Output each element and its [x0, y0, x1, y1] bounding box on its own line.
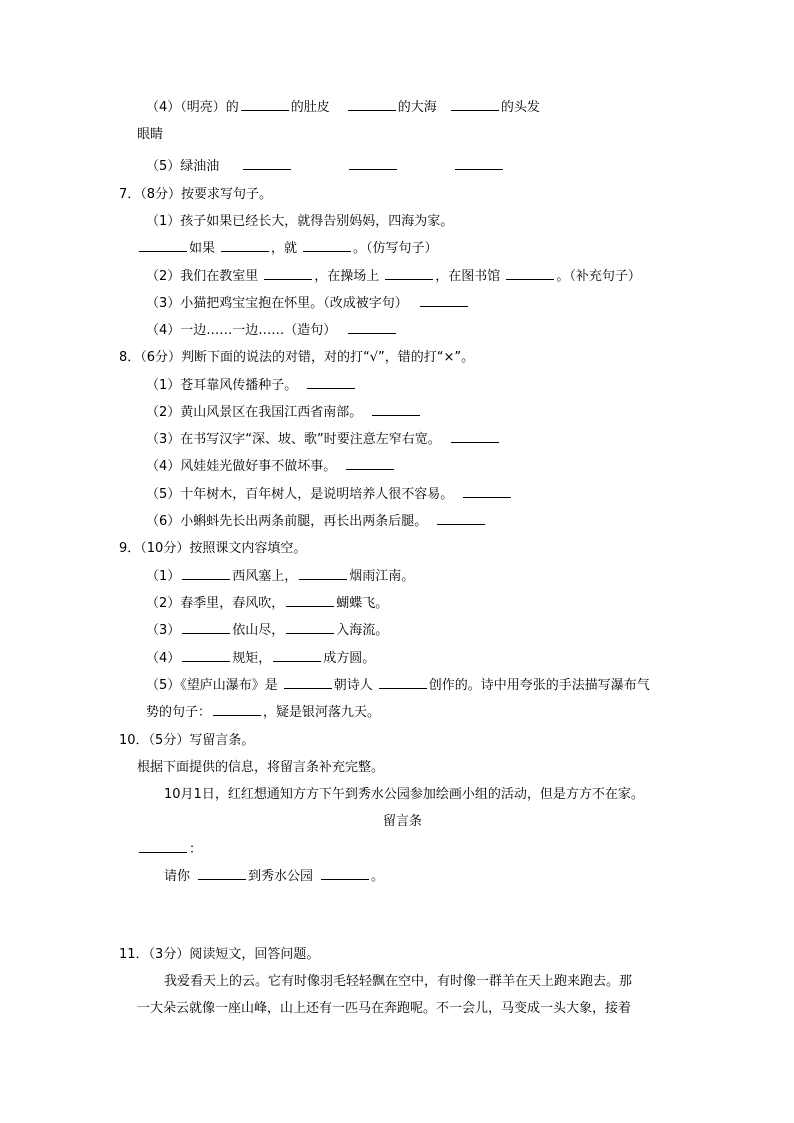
answer-blank[interactable]: [139, 851, 187, 853]
answer-blank[interactable]: [346, 468, 394, 470]
q11-header: 11．（3分）阅读短文，回答问题。: [119, 947, 320, 962]
answer-blank[interactable]: [182, 632, 230, 634]
answer-blank[interactable]: [455, 168, 503, 170]
q10-header: 10．（5分）写留言条。: [119, 733, 255, 748]
answer-blank[interactable]: [385, 278, 433, 280]
answer-blank[interactable]: [182, 578, 230, 580]
q6-item4: （4）（明亮）的 的肚皮 的大海 的头发: [146, 100, 540, 115]
q9-item4: （4） 规矩， 成方圆。: [146, 651, 376, 666]
q6-item4-label: （4）（明亮）的: [146, 100, 239, 115]
q11-para1: 我爱看天上的云。它有时像羽毛轻轻飘在空中，有时像一群羊在天上跑来跑去。那: [164, 974, 633, 989]
answer-blank[interactable]: [321, 878, 369, 880]
answer-blank[interactable]: [348, 332, 396, 334]
answer-blank[interactable]: [299, 578, 347, 580]
answer-blank[interactable]: [241, 109, 289, 111]
q10-instruction: 根据下面提供的信息，将留言条补充完整。: [137, 760, 385, 775]
q8-item: （6）小蝌蚪先长出两条前腿，再长出两条后腿。: [146, 513, 487, 531]
answer-blank[interactable]: [139, 250, 187, 252]
q7-item1: （1）孩子如果已经长大，就得告别妈妈，四海为家。: [146, 214, 454, 229]
q9-header: 9．（10分）按照课文内容填空。: [119, 541, 307, 556]
answer-blank[interactable]: [437, 523, 485, 525]
answer-blank[interactable]: [420, 305, 468, 307]
answer-blank[interactable]: [372, 414, 420, 416]
answer-blank[interactable]: [221, 250, 269, 252]
answer-blank[interactable]: [213, 714, 261, 716]
answer-blank[interactable]: [307, 387, 355, 389]
note-addressee: ：: [137, 841, 202, 859]
q8-item: （5）十年树木，百年树人，是说明培养人很不容易。: [146, 486, 513, 504]
q6-item4-cont: 眼睛: [137, 127, 164, 142]
answer-blank[interactable]: [303, 250, 351, 252]
answer-blank[interactable]: [506, 278, 554, 280]
answer-blank[interactable]: [348, 109, 396, 111]
q6-item5: （5）绿油油: [146, 158, 505, 176]
q8-item: （4）风娃娃光做好事不做坏事。: [146, 458, 396, 476]
answer-blank[interactable]: [451, 441, 499, 443]
q9-item5: （5）《望庐山瀑布》是 朝诗人 创作的。诗中用夸张的手法描写瀑布气: [146, 678, 650, 693]
answer-blank[interactable]: [463, 496, 511, 498]
q7-item2: （2）我们在教室里 ，在操场上 ，在图书馆 。（补充句子）: [146, 269, 641, 284]
q8-item: （3）在书写汉字“深、坡、歌”时要注意左窄右宽。: [146, 431, 501, 449]
q7-item3: （3）小猫把鸡宝宝抱在怀里。（改成被字句）: [146, 295, 470, 313]
q7-item1-line: 如果 ，就 。（仿写句子）: [137, 240, 438, 258]
q8-item: （1）苍耳靠风传播种子。: [146, 377, 357, 395]
note-body: 请你 到秀水公园 。: [164, 869, 385, 884]
answer-blank[interactable]: [451, 109, 499, 111]
q11-para2: 一大朵云就像一座山峰，山上还有一匹马在奔跑呢。不一会儿，马变成一头大象，接着: [137, 1001, 632, 1016]
answer-blank[interactable]: [264, 278, 312, 280]
answer-blank[interactable]: [349, 168, 397, 170]
answer-blank[interactable]: [286, 632, 334, 634]
note-title: 留言条: [383, 814, 423, 829]
answer-blank[interactable]: [243, 168, 291, 170]
q9-item1: （1） 西风塞上， 烟雨江南。: [146, 569, 415, 584]
answer-blank[interactable]: [198, 878, 246, 880]
q7-header: 7．（8分）按要求写句子。: [119, 187, 273, 202]
answer-blank[interactable]: [182, 660, 230, 662]
q9-item3: （3） 依山尽， 入海流。: [146, 623, 389, 638]
answer-blank[interactable]: [273, 660, 321, 662]
q9-item5-cont: 势的句子： ，疑是银河落九天。: [146, 705, 381, 720]
q9-item2: （2）春季里，春风吹， 蝴蝶飞。: [146, 596, 389, 611]
q7-item4: （4）一边……一边……（造句）: [146, 322, 398, 340]
q8-item: （2）黄山风景区在我国江西省南部。: [146, 404, 422, 422]
answer-blank[interactable]: [286, 605, 334, 607]
answer-blank[interactable]: [284, 687, 332, 689]
q10-scenario: 10月1日，红红想通知方方下午到秀水公园参加绘画小组的活动，但是方方不在家。: [164, 787, 644, 802]
answer-blank[interactable]: [379, 687, 427, 689]
q8-header: 8．（6分）判断下面的说法的对错，对的打“√”，错的打“×”。: [119, 350, 475, 365]
